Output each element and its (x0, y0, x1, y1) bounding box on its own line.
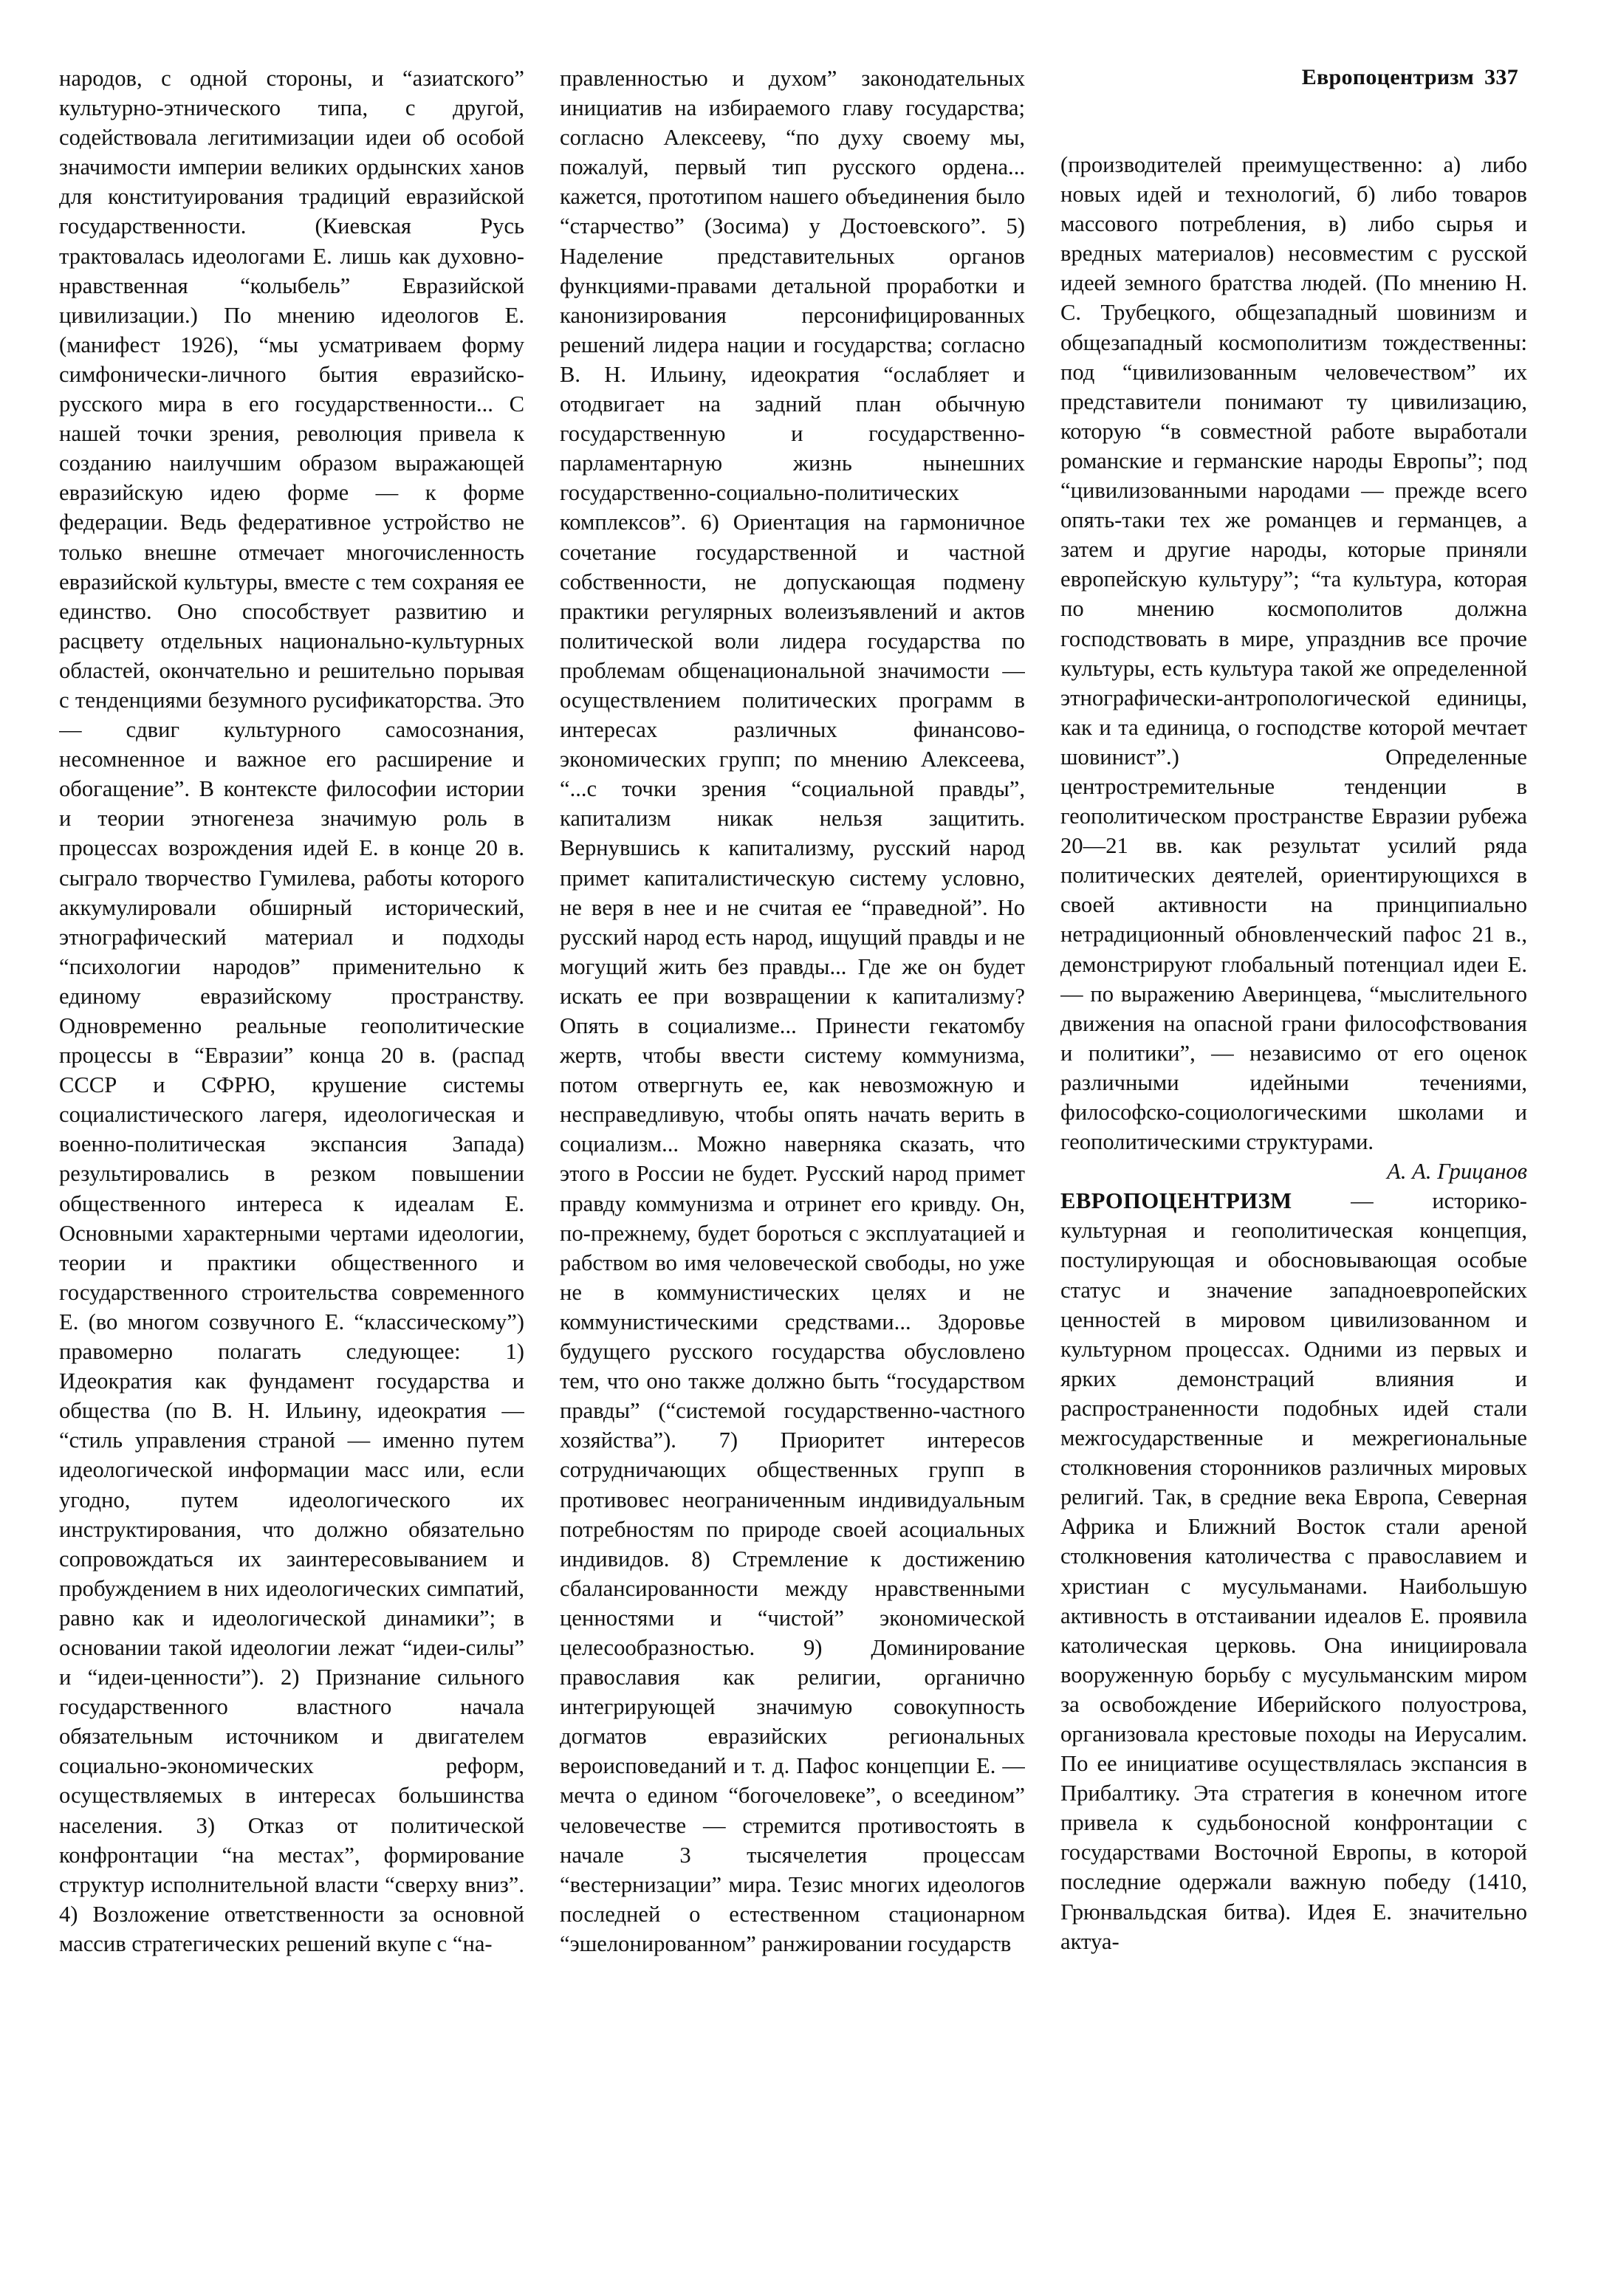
text-column-middle (560, 64, 1025, 2272)
running-head-title: Европоцентризм (1301, 65, 1475, 89)
entry-text: — историко-культурная и геополитическая концепция, постулирующая и обосновывающая особые статус и значение западноевропейских ценностей в мировом цивилизованном и культурном процессах. Одними из первых и ярких демонстраций влияния и распространенности подобных идей стали межгосударственные и межрегиональные столкновения сторонников различных мировых религий. Так, в средние века Европа, Северная Африка и Ближний Восток стали ареной столкновения католичества с православием и христиан с мусульманами. Наибольшую активность в отстаивании идеалов Е. проявила католическая церковь. Она инициировала вооруженную борьбу с мусульманским миром за освобождение Иберийского полуострова, организовала крестовые походы на Иерусалим. По ее инициативе осуществлялась экспансия в Прибалтику. Эта стратегия в конечном итоге привела к судьбоносной конфронтации с государствами Восточной Европы, в которой последние одержали важную победу (1410, Грюнвальдская битва). Идея Е. значительно актуа- (1060, 1188, 1527, 1954)
column-text: (производителей преимущественно: а) либо новых идей и технологий, б) либо товаров массового потребления, в) либо сырья и вредных материалов) несовместим с русской идеей земного братства людей. (По мнению Н. С. Трубецкого, общезападный шовинизм и общезападный космополитизм тождественны: под “цивилизованным человечеством” их представители понимают ту цивилизацию, которую “в совместной работе выработали романские и германские народы Европы”; под “цивилизованными народами — прежде всего опять-таки тех же романцев и германцев, а затем и другие народы, которые приняли европейскую культуру”; “та культура, которая по мнению космополитов должна господствовать в мире, упразднив все прочие культуры, есть культура такой же определенной этнографически-антропологической единицы, как и та единица, о господстве которой мечтает шовинист”.) Определенные центростремительные тенденции в геополитическом пространстве Евразии рубежа 20—21 вв. как результат усилий ряда политических деятелей, ориентирующихся в своей активности на принципиально нетрадиционный обновленческий пафос 21 в., демонстрируют глобальный потенциал идеи Е. — по выражению Аверинцева, “мыслительного движения на опасной грани философствования и политики”, — независимо от его оценок различными идейными течениями, философско-социологическими школами и геополитическими структурами. (1060, 152, 1527, 1155)
running-head (1302, 65, 1518, 90)
dictionary-entry (1060, 1186, 1527, 1956)
column-text: правленностью и духом” законодательных инициатив на избираемого главу государства; согласно Алексееву, “по духу своему мы, пожалуй, первый тип русского ордена... кажется, прототипом нашего объединения было “старчество” (Зосима) у Достоевского”. 5) Наделение представительных органов функциями-правами детальной проработки и канонизирования персонифицированных решений лидера нации и государства; согласно В. Н. Ильину, идеократия “ослабляет и отодвигает на задний план обычную государственную и государственно-парламентарную жизнь нынешних государственно-социально-политических комплексов”. 6) Ориентация на гармоничное сочетание государственной и частной собственности, не допускающая подмену практики регулярных волеизъявлений и актов политической воли лидера государства по проблемам общенациональной значимости — осуществлением политических программ в интересах различных финансово-экономических групп; по мнению Алексеева, “...с точки зрения “социальной правды”, капитализм никак нельзя защитить. Вернувшись к капитализму, русский народ примет капиталистическую систему условно, не веря в нее и не считая ее “праведной”. Но русский народ есть народ, ищущий правды и не могущий жить без правды... Где же он будет искать ее при возвращении к капитализму? Опять в социализме... Принести гекатомбу жертв, чтобы ввести систему коммунизма, потом отвергнуть ее, как невозможную и несправедливую, чтобы опять начать верить в социализм... Можно наверняка сказать, что этого в России не будет. Русский народ примет правду коммунизма и отринет его кривду. Он, по-прежнему, будет бороться с эксплуатацией и рабством во имя человеческой свободы, но уже не в коммунистических целях и не коммунистическими средствами... Здоровье будущего русского государства обусловлено тем, что оно также должно быть “государством правды” (“системой государственно-частного хозяйства”). 7) Приоритет интересов сотрудничающих общественных групп в противовес неограниченным индивидуальным потребностям по природе своей асоциальных индивидов. 8) Стремление к достижению сбалансированности между нравственными ценностями и “чистой” экономической целесообразностью. 9) Доминирование православия как религии, органично интегрирующей значимую совокупность догматов евразийских региональных вероисповеданий и т. д. Пафос концепции Е. — мечта о едином “богочеловеке”, о всеедином” человечестве — стремится противостоять в начале 3 тысячелетия процессам “вестернизации” мира. Тезис многих идеологов последней о естественном стационарном “эшелонированном” ранжировании государств (560, 66, 1025, 1956)
author-signature: А. А. Грицанов (1387, 1159, 1527, 1185)
text-column-left (59, 64, 524, 2272)
page-number: 337 (1484, 65, 1518, 89)
entry-headword: ЕВРОПОЦЕНТРИЗМ (1060, 1188, 1292, 1214)
column-text: народов, с одной стороны, и “азиатского” культурно-этнического типа, с другой, содействовала легитимизации идеи об особой значимости империи великих ордынских ханов для конституирования традиций евразийской государственности. (Киевская Русь трактовалась идеологами Е. лишь как духовно-нравственная “колыбель” Евразийской цивилизации.) По мнению идеологов Е. (манифест 1926), “мы усматриваем форму симфонически-личного бытия евразийско-русского мира в его государственности... С нашей точки зрения, революция привела к созданию наилучшим образом выражающей евразийскую идею форме — к форме федерации. Ведь федеративное устройство не только внешне отмечает многочисленность евразийской культуры, вместе с тем сохраняя ее единство. Оно способствует развитию и расцвету отдельных национально-культурных областей, окончательно и решительно порывая с тенденциями безумного русификаторства. Это — сдвиг культурного самосознания, несомненное и важное его расширение и обогащение”. В контексте философии истории и теории этногенеза значимую роль в процессах возрождения идей Е. в конце 20 в. сыграло творчество Гумилева, работы которого аккумулировали обширный исторический, этнографический материал и подходы “психологии народов” применительно к единому евразийскому пространству. Одновременно реальные геополитические процессы в “Евразии” конца 20 в. (распад СССР и СФРЮ, крушение системы социалистического лагеря, идеологическая и военно-политическая экспансия Запада) результировались в резком повышении общественного интереса к идеалам Е. Основными характерными чертами идеологии, теории и практики общественного и государственного строительства современного Е. (во многом созвучного Е. “классическому”) правомерно полагать следующее: 1) Идеократия как фундамент государства и общества (по В. Н. Ильину, идеократия — “стиль управления страной — именно путем идеологической информации масс или, если угодно, путем идеологического их инструктирования, что должно обязательно сопровождаться их заинтересовыванием и пробуждением в них идеологических симпатий, равно как и идеологической динамики”; в основании такой идеологии лежат “идеи-силы” и “идеи-ценности”). 2) Признание сильного государственного властного начала обязательным источником и двигателем социально-экономических реформ, осуществляемых в интересах большинства населения. 3) Отказ от политической конфронтации “на местах”, формирование структур исполнительной власти “сверху вниз”. 4) Возложение ответственности за основной массив стратегических решений вкупе с “на- (59, 66, 524, 1956)
text-column-right (1060, 150, 1527, 2273)
